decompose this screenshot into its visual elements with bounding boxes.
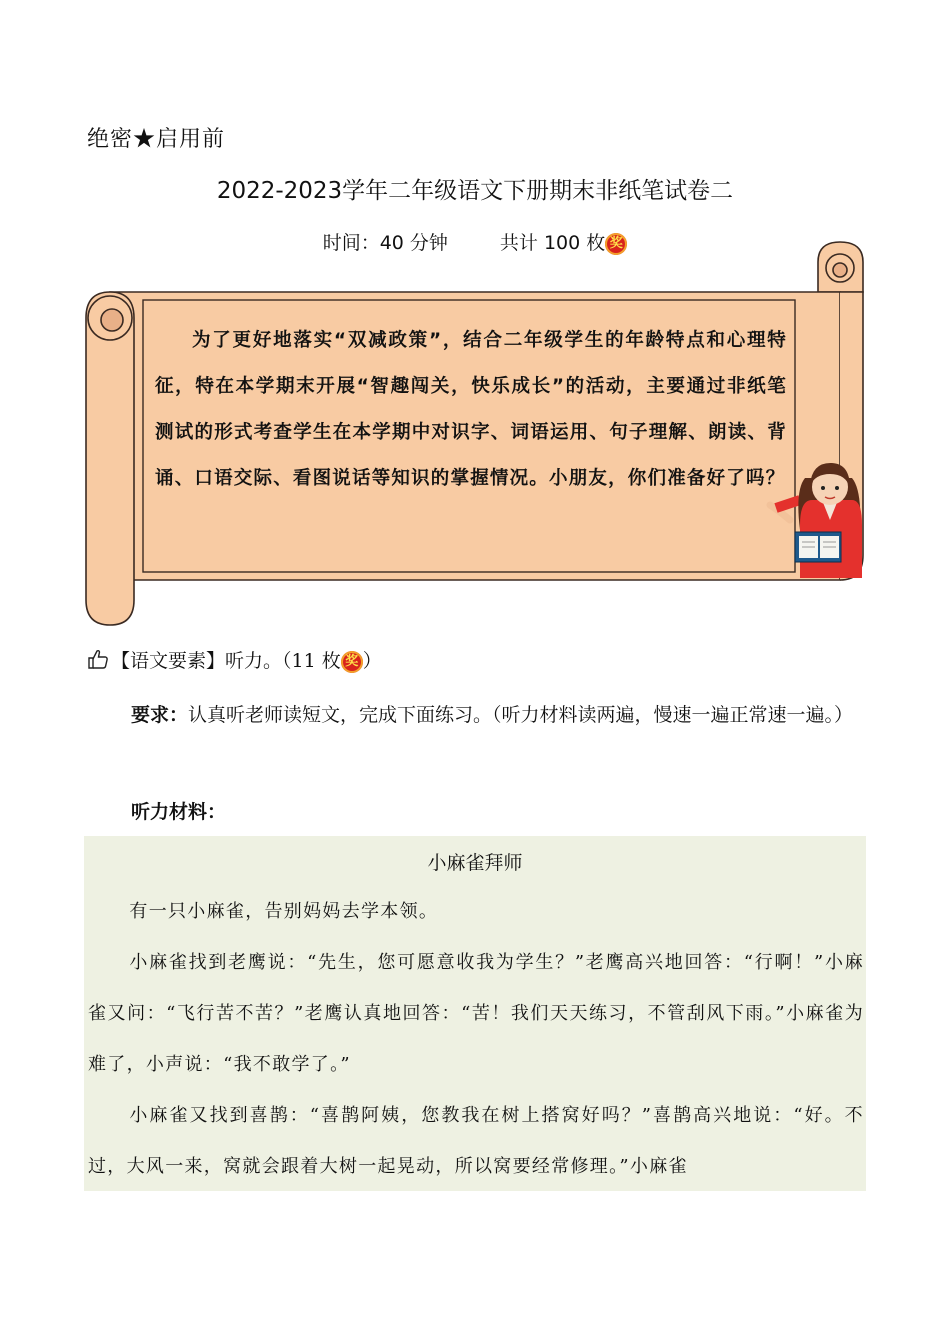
award-icon: 奖 [341, 651, 363, 673]
section-heading-text: 【语文要素】听力。（11 枚 [111, 650, 341, 672]
thumbs-up-icon [87, 648, 109, 670]
section-heading [87, 646, 382, 673]
secret-mark: 绝密★启用前 [87, 127, 226, 152]
passage-title: 小麻雀拜师 [427, 852, 523, 874]
passage-paragraph: 小麻雀找到老鹰说：“先生，您可愿意收我为学生？”老鹰高兴地回答：“行啊！”小麻雀又问：“飞行苦不苦？”老鹰认真地回答：“苦！我们天天练习，不管刮风下雨。”小麻雀为难了，小声说：“我不敢学了。” [88, 952, 864, 1075]
material-label: 听力材料： [131, 801, 227, 823]
passage-body [88, 886, 864, 1191]
requirement-text: 认真听老师读短文，完成下面练习。（听力材料读两遍，慢速一遍正常速一遍。） [188, 704, 854, 726]
award-icon: 奖 [605, 233, 627, 255]
time-limit: 时间：40 分钟 [322, 232, 448, 254]
intro-text: 为了更好地落实“双减政策”，结合二年级学生的年龄特点和心理特征，特在本学期末开展“智趣闯关，快乐成长”的活动，主要通过非纸笔测试的形式考查学生在本学期中对识字、词语运用、句子理解、朗读、背诵、口语交际、看图说话等知识的掌握情况。小朋友，你们准备好了吗？ [155, 330, 787, 489]
passage-paragraph: 有一只小麻雀，告别妈妈去学本领。 [129, 901, 439, 922]
passage-box [84, 836, 866, 1191]
requirement [87, 690, 865, 741]
total-awards: 共计 100 枚 [499, 232, 606, 254]
section-heading-close: ） [362, 650, 382, 672]
page-title: 2022-2023学年二年级语文下册期末非纸笔试卷二 [216, 178, 734, 204]
requirement-label: 要求： [131, 704, 189, 726]
passage-paragraph: 小麻雀又找到喜鹊：“喜鹊阿姨，您教我在树上搭窝好吗？”喜鹊高兴地说：“好。不过，大风一来，窝就会跟着大树一起晃动，所以窝要经常修理。”小麻雀 [88, 1105, 864, 1177]
